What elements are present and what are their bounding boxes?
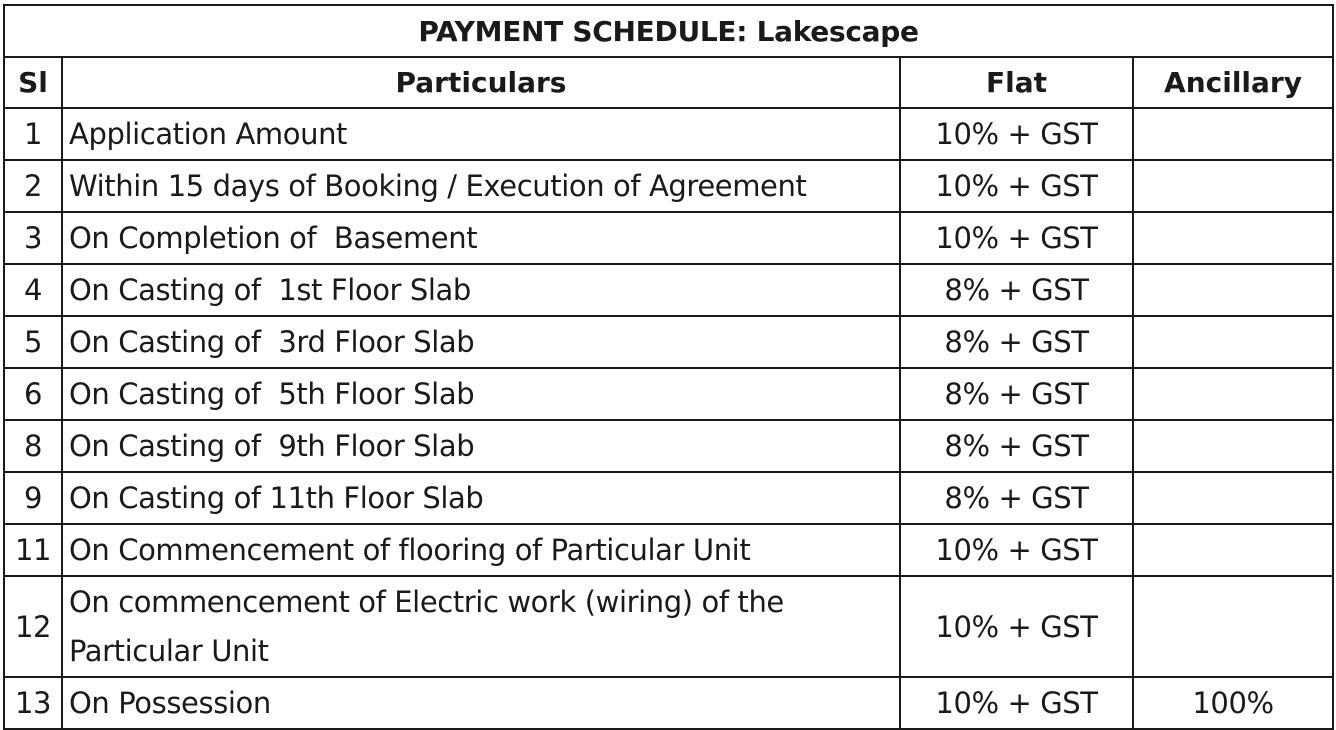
table-title: PAYMENT SCHEDULE: Lakescape — [4, 5, 1333, 57]
table-row — [4, 576, 1333, 677]
cell-flat: 10% + GST — [900, 212, 1133, 264]
cell-flat: 8% + GST — [900, 420, 1133, 472]
cell-ancillary — [1133, 576, 1333, 677]
cell-flat: 8% + GST — [900, 472, 1133, 524]
cell-ancillary — [1133, 524, 1333, 576]
cell-flat: 8% + GST — [900, 368, 1133, 420]
table-row — [4, 420, 1333, 472]
table-row — [4, 472, 1333, 524]
cell-sl: 9 — [4, 472, 62, 524]
cell-ancillary — [1133, 420, 1333, 472]
cell-ancillary — [1133, 264, 1333, 316]
header-ancillary: Ancillary — [1133, 57, 1333, 108]
header-flat: Flat — [900, 57, 1133, 108]
header-sl: Sl — [4, 57, 62, 108]
cell-sl: 12 — [4, 576, 62, 677]
header-particulars: Particulars — [62, 57, 900, 108]
table-row — [4, 368, 1333, 420]
cell-ancillary — [1133, 160, 1333, 212]
particulars-line-1: On commencement of Electric work (wiring) of the — [69, 584, 784, 619]
cell-flat: 10% + GST — [900, 576, 1133, 677]
cell-sl: 6 — [4, 368, 62, 420]
cell-ancillary — [1133, 368, 1333, 420]
cell-particulars: On Casting of 3rd Floor Slab — [62, 316, 900, 368]
payment-schedule-sheet — [3, 4, 1332, 730]
cell-particulars: Application Amount — [62, 108, 900, 160]
cell-ancillary — [1133, 472, 1333, 524]
cell-sl: 4 — [4, 264, 62, 316]
cell-particulars: On Casting of 1st Floor Slab — [62, 264, 900, 316]
cell-sl: 1 — [4, 108, 62, 160]
cell-sl: 2 — [4, 160, 62, 212]
cell-ancillary — [1133, 316, 1333, 368]
table-row — [4, 108, 1333, 160]
cell-sl: 3 — [4, 212, 62, 264]
cell-flat: 10% + GST — [900, 108, 1133, 160]
table-row — [4, 316, 1333, 368]
cell-particulars: On Commencement of flooring of Particular Unit — [62, 524, 900, 576]
cell-flat: 10% + GST — [900, 160, 1133, 212]
table-row — [4, 212, 1333, 264]
cell-particulars: On Possession — [62, 677, 900, 729]
cell-sl: 11 — [4, 524, 62, 576]
cell-flat: 10% + GST — [900, 524, 1133, 576]
cell-sl: 13 — [4, 677, 62, 729]
cell-ancillary: 100% — [1133, 677, 1333, 729]
table-row — [4, 160, 1333, 212]
cell-particulars — [62, 576, 900, 677]
cell-sl: 5 — [4, 316, 62, 368]
cell-flat: 8% + GST — [900, 264, 1133, 316]
cell-flat: 8% + GST — [900, 316, 1133, 368]
cell-particulars: On Casting of 9th Floor Slab — [62, 420, 900, 472]
cell-particulars: Within 15 days of Booking / Execution of Agreement — [62, 160, 900, 212]
cell-particulars: On Casting of 11th Floor Slab — [62, 472, 900, 524]
cell-flat: 10% + GST — [900, 677, 1133, 729]
particulars-line-2: Particular Unit — [69, 633, 269, 668]
cell-particulars: On Casting of 5th Floor Slab — [62, 368, 900, 420]
table-row — [4, 524, 1333, 576]
cell-particulars: On Completion of Basement — [62, 212, 900, 264]
cell-ancillary — [1133, 212, 1333, 264]
table-row — [4, 677, 1333, 729]
cell-ancillary — [1133, 108, 1333, 160]
cell-sl: 8 — [4, 420, 62, 472]
payment-schedule-table — [3, 4, 1334, 730]
table-row — [4, 264, 1333, 316]
